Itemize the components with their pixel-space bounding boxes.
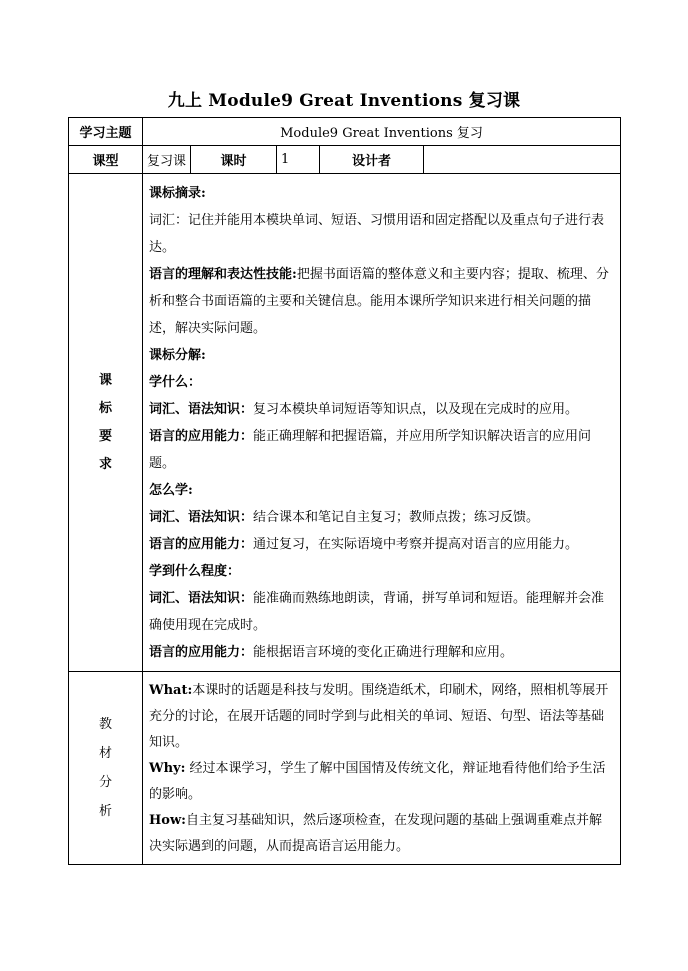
topic-value: Module9 Great Inventions 复习: [143, 118, 621, 146]
how-knowledge-label: 词汇、语法知识：: [149, 510, 254, 525]
page-title: 九上 Module9 Great Inventions 复习课: [167, 91, 521, 111]
analysis-content: [143, 672, 621, 865]
analysis-row: [69, 672, 621, 865]
designer-label: 设计者: [320, 146, 424, 174]
skills-text: 把握书面语篇的整体意义和主要内容；提取、梳理、分析和整合书面语篇的主要和关键信息。能用本课所学知识来进行相关问题的描述，解决实际问题。: [149, 267, 609, 336]
vocab-label: 词汇：: [149, 213, 189, 228]
requirements-side-label: 课 标 要 求: [69, 174, 143, 672]
requirements-content: [143, 174, 621, 672]
type-row: [69, 146, 621, 174]
degree-ability-text: 能根据语言环境的变化正确进行理解和应用。: [253, 645, 514, 660]
type-label: 课型: [69, 146, 143, 174]
what-knowledge-label: 词汇、语法知识：: [149, 402, 254, 417]
what-heading: 学什么：: [149, 375, 202, 390]
analysis-what-text: 本课时的话题是科技与发明。围绕造纸术，印刷术，网络，照相机等展开充分的讨论，在展开话题的同时学到与此相关的单词、短语、句型、语法等基础知识。: [149, 683, 609, 750]
period-label: 课时: [191, 146, 277, 174]
analysis-how-text: 自主复习基础知识，然后逐项检查，在发现问题的基础上强调重难点并解决实际遇到的问题，从而提高语言运用能力。: [149, 813, 602, 854]
analysis-why-text: 经过本课学习，学生了解中国国情及传统文化，辩证地看待他们给予生活的影响。: [149, 761, 606, 802]
degree-ability-label: 语言的应用能力：: [149, 645, 254, 660]
topic-row: [69, 118, 621, 146]
skills-label: 语言的理解和表达性技能:: [149, 267, 297, 282]
degree-knowledge-label: 词汇、语法知识：: [149, 591, 254, 606]
degree-heading: 学到什么程度：: [149, 564, 241, 579]
analysis-how-label: How:: [149, 813, 186, 828]
lesson-plan-table: [68, 117, 621, 865]
how-knowledge-text: 结合课本和笔记自主复习；教师点拨；练习反馈。: [253, 510, 540, 525]
what-knowledge-text: 复习本模块单词短语等知识点，以及现在完成时的应用。: [253, 402, 579, 417]
degree-knowledge-text: 能准确而熟练地朗读，背诵，拼写单词和短语。能理解并会准确使用现在完成时。: [149, 591, 605, 633]
vocab-text: 记住并能用本模块单词、短语、习惯用语和固定搭配以及重点句子进行表达。: [149, 213, 605, 255]
what-ability-label: 语言的应用能力：: [149, 429, 254, 444]
how-heading: 怎么学:: [149, 483, 193, 498]
designer-value: [424, 146, 621, 174]
period-value: 1: [277, 146, 320, 174]
what-ability-text: 能正确理解和把握语篇，并应用所学知识解决语言的应用问题。: [149, 429, 592, 471]
type-value: 复习课: [143, 146, 191, 174]
breakdown-heading: 课标分解:: [149, 348, 206, 363]
topic-label: 学习主题: [69, 118, 143, 146]
requirements-row: [69, 174, 621, 672]
analysis-side-label: 教 材 分 析: [69, 672, 143, 865]
how-ability-text: 通过复习，在实际语境中考察并提高对语言的应用能力。: [253, 537, 579, 552]
analysis-what-label: What:: [149, 683, 193, 698]
analysis-why-label: Why:: [149, 761, 186, 776]
excerpt-heading: 课标摘录:: [149, 186, 206, 201]
how-ability-label: 语言的应用能力：: [149, 537, 254, 552]
